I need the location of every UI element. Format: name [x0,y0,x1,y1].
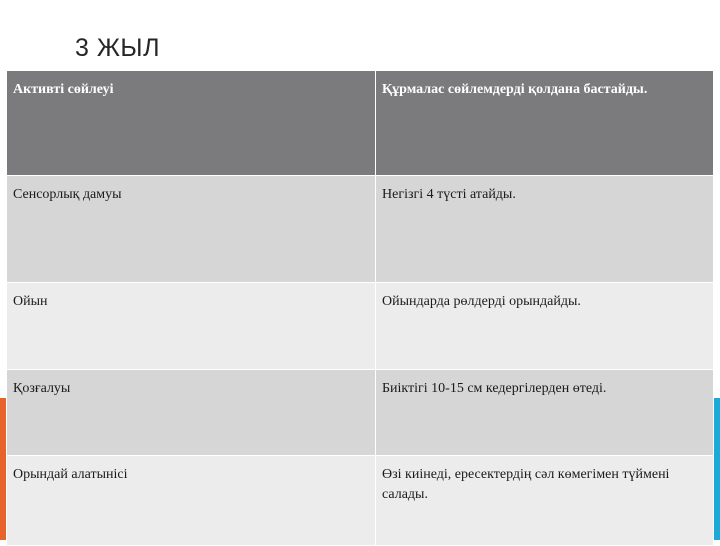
table-row [7,370,714,456]
table-row [7,176,714,283]
table-header-cell: Құрмалас сөйлемдерді қолдана бастайды. [376,71,714,176]
table-row [7,283,714,370]
table-cell-category: Қозғалуы [7,370,376,456]
table-cell-description: Негізгі 4 түсті атайды. [376,176,714,283]
table-cell-description: Өзі киінеді, ересектердің сәл көмегімен түймені салады. [376,456,714,546]
table-cell-category: Орындай алатынісі [7,456,376,546]
table-header-cell: Активті сөйлеуі [7,71,376,176]
table-cell-category: Ойын [7,283,376,370]
right-accent-bar [714,398,720,540]
table-row [7,456,714,546]
table-cell-description: Биіктігі 10-15 см кедергілерден өтеді. [376,370,714,456]
slide-title: 3 ЖЫЛ [75,34,160,62]
table-header-row [7,71,714,176]
development-table [6,70,714,546]
table-cell-category: Сенсорлық дамуы [7,176,376,283]
table-cell-description: Ойындарда рөлдерді орындайды. [376,283,714,370]
